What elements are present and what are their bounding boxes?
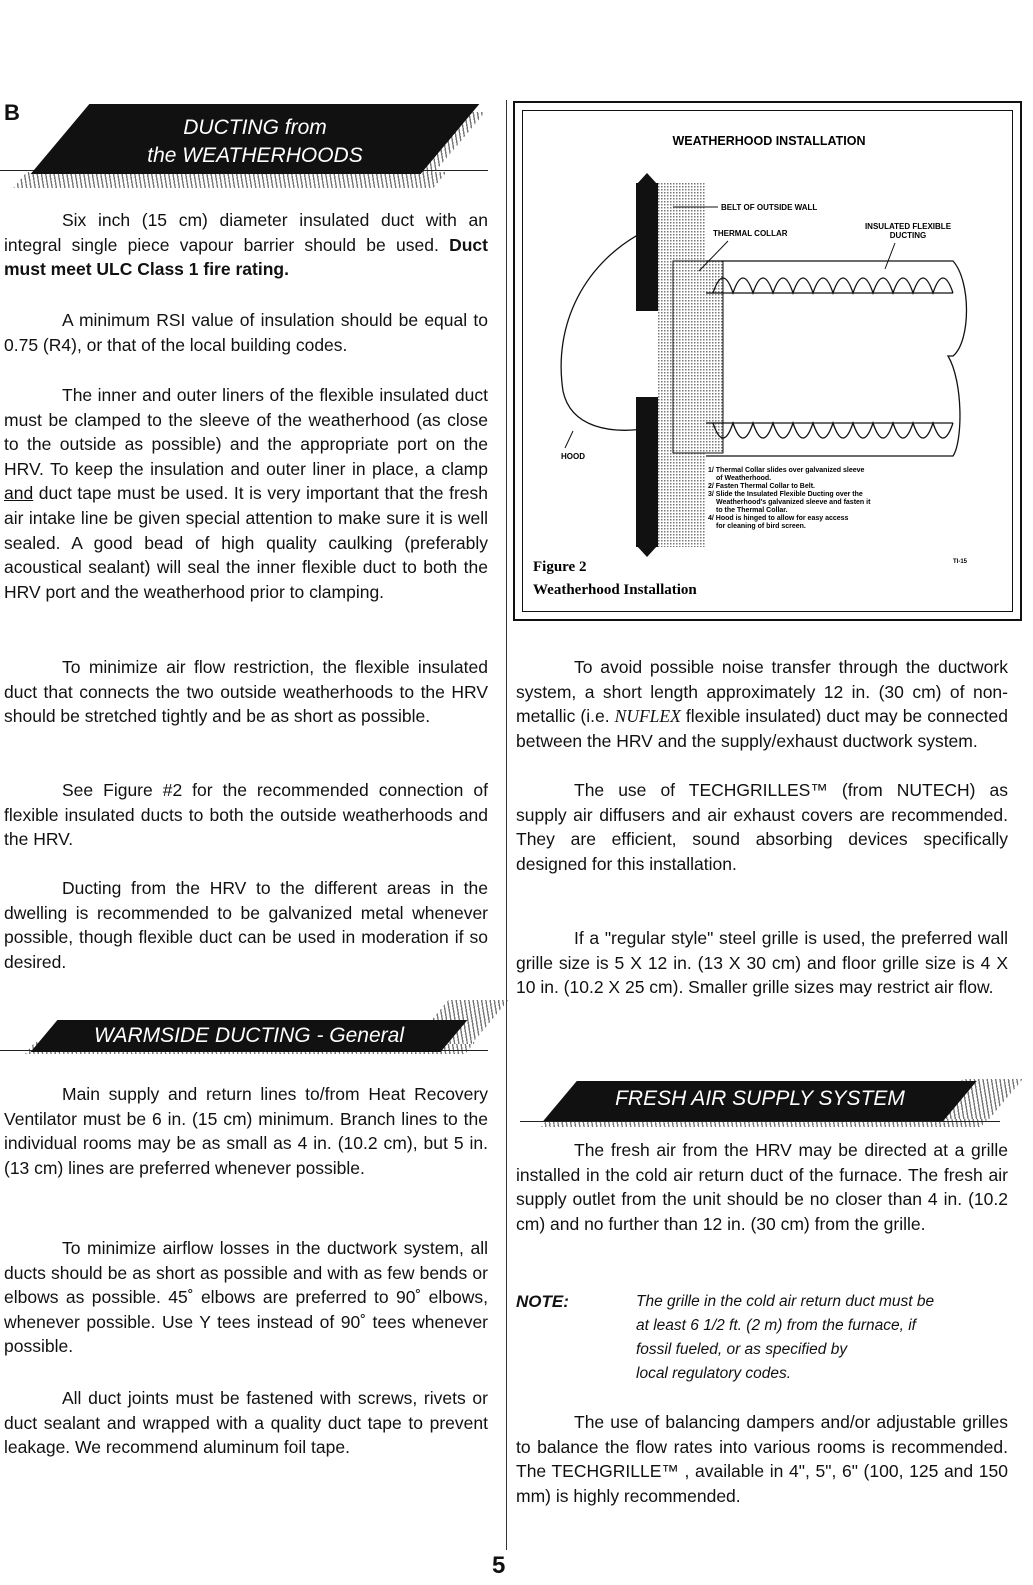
left-paragraph-3: The inner and outer liners of the flexible insulated duct must be clamped to the sleeve of the weatherhood (as close to the outside as possible) and the appropriate port on the HRV. To keep the insulation and outer liner in place, a clamp and duct tape must be used. It is very important that the fresh air intake line be given special attention to make sure it is well sealed. A good bead of high quality caulking (preferably acoustical sealant) will seal the inner flexible duct to both the HRV port and the weatherhood prior to clamping. (4, 385, 488, 602)
label-hood: HOOD (561, 452, 585, 461)
banner2-title: WARMSIDE DUCTING - General (94, 1024, 404, 1047)
figure-caption-number: Figure 2 (533, 559, 587, 575)
left-paragraph-4: To minimize air flow restriction, the flexible insulated duct that connects the two outside weatherhoods to the HRV should be stretched tightly and be as short as possible. (4, 657, 488, 727)
right-paragraph-4: The fresh air from the HRV may be directed at a grille installed in the cold air return duct of the furnace. The fresh air supply outlet from the unit should be no closer than 4 in. (10.2 cm) and no further than 12 in. (30 cm) from the grille. (516, 1140, 1008, 1234)
step-line: 2/ Fasten Thermal Collar to Belt. (708, 483, 815, 490)
wall-top-cap (636, 173, 658, 185)
note-label: NOTE: (516, 1292, 569, 1311)
step-line: 3/ Slide the Insulated Flexible Ducting over the (708, 491, 863, 498)
figure-title: WEATHERHOOD INSTALLATION (672, 134, 866, 148)
step-line: for cleaning of bird screen. (716, 523, 806, 530)
banner1-line2: the WEATHERHOODS (147, 144, 363, 167)
note-line: at least 6 1/2 ft. (2 m) from the furnace, if (636, 1317, 916, 1334)
step-line: 4/ Hood is hinged to allow for easy access (708, 515, 849, 522)
left-paragraph-1: Six inch (15 cm) diameter insulated duct with an integral single piece vapour barrier should be used. Duct must meet ULC Class 1 fire rating. (4, 210, 488, 280)
weatherhood-diagram (523, 111, 1016, 615)
note-text (636, 1290, 1016, 1386)
duct-outline (706, 261, 967, 456)
label-flex-2: DUCTING (889, 231, 927, 240)
figure-steps (708, 467, 871, 530)
duct-corrugation-top (713, 278, 953, 293)
right-paragraph-3: If a "regular style" steel grille is used, the preferred wall grille size is 5 X 12 in. (13 X 30 cm) and floor grille size is 4 X 10 in. (10.2 X 25 cm). Smaller grille sizes may restrict air flow. (516, 928, 1008, 998)
banner-warmside-ducting (0, 1000, 500, 1060)
label-flex-1: INSULATED FLEXIBLE (864, 222, 952, 231)
figure-caption-title: Weatherhood Installation (533, 582, 697, 598)
page-number: 5 (492, 1552, 506, 1579)
banner1-line1: DUCTING from (183, 116, 327, 139)
left-paragraph-6: Ducting from the HRV to the different areas in the dwelling is recommended to be galvanized metal whenever possible, though flexible duct can be used in moderation if so desired. (4, 878, 488, 972)
step-line: of Weatherhood. (716, 475, 772, 482)
banner3-title: FRESH AIR SUPPLY SYSTEM (615, 1087, 905, 1110)
hood-outline (561, 229, 649, 430)
wall-bottom (636, 397, 658, 547)
step-line: to the Thermal Collar. (716, 507, 788, 514)
banner-fresh-air-supply (516, 1075, 1016, 1135)
banner-ducting-weatherhoods (0, 100, 500, 192)
step-line: 1/ Thermal Collar slides over galvanized sleeve (708, 467, 865, 474)
left-paragraph-5: See Figure #2 for the recommended connection of flexible insulated ducts to both the outside weatherhoods and the HRV. (4, 780, 488, 850)
note-line: local regulatory codes. (636, 1365, 792, 1382)
left-paragraph-9: All duct joints must be fastened with screws, rivets or duct sealant and wrapped with a quality duct tape to prevent leakage. We recommend aluminum foil tape. (4, 1388, 488, 1458)
right-paragraph-1: To avoid possible noise transfer through the ductwork system, a short length approximately 12 in. (30 cm) of non-metallic (i.e. NUFLEX flexible insulated) duct may be connected between the HRV and the supply/exhaust ductwork system. (516, 657, 1009, 751)
figure-2-box (513, 101, 1022, 621)
label-belt: BELT OF OUTSIDE WALL (721, 203, 818, 212)
figure-code: TI-15 (953, 559, 968, 565)
left-paragraph-2: A minimum RSI value of insulation should be equal to 0.75 (R4), or that of the local building codes. (4, 310, 488, 355)
thermal-collar (673, 261, 723, 453)
section-letter: B (4, 100, 20, 125)
figure-2-inner (522, 110, 1013, 612)
wall-bottom-cap (636, 545, 658, 557)
wall-top (636, 183, 658, 311)
column-divider (506, 100, 507, 1550)
note-line: fossil fueled, or as specified by (636, 1341, 848, 1358)
right-paragraph-2: The use of TECHGRILLES™ (from NUTECH) as supply air diffusers and air exhaust covers are recommended. They are efficient, sound absorbing devices specifically designed for this installation. (516, 780, 1008, 874)
step-line: Weatherhood's galvanized sleeve and fasten it (716, 499, 871, 506)
duct-corrugation-bottom (713, 423, 953, 438)
note-line: The grille in the cold air return duct must be (636, 1293, 935, 1310)
label-collar: THERMAL COLLAR (713, 229, 788, 238)
left-paragraph-7: Main supply and return lines to/from Heat Recovery Ventilator must be 6 in. (15 cm) minimum. Branch lines to the individual rooms may be as small as 4 in. (10.2 cm), but 5 in. (13 cm) lines are preferred whenever possible. (4, 1084, 488, 1178)
right-paragraph-5: The use of balancing dampers and/or adjustable grilles to balance the flow rates into various rooms is recommended. The TECHGRILLE™ , available in 4", 5", 6" (100, 125 and 150 mm) is highly recommended. (516, 1412, 1008, 1506)
left-paragraph-8: To minimize airflow losses in the ductwork system, all ducts should be as short as possible and with as few bends or elbows as possible. 45˚ elbows are preferred to 90˚ elbows, whenever possible. Use Y tees instead of 90˚ tees whenever possible. (4, 1238, 488, 1357)
